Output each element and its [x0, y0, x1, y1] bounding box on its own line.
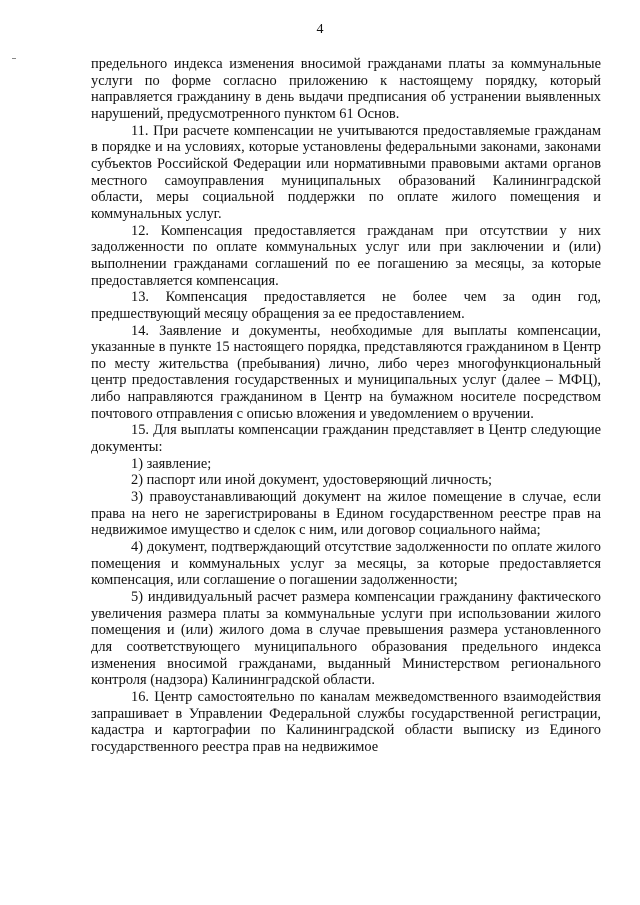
paragraph-13: 13. Компенсация предоставляется не более чем за один год, предшествующий месяцу обращения за ее предоставлением.: [91, 289, 601, 322]
paragraph-11: 11. При расчете компенсации не учитываются предоставляемые гражданам в порядке и на условиях, которые установлены федеральными законами, законами субъектов Российской Федерации или нормативными правовыми актами органов местного самоуправления муниципальных образований Калининградской области, меры социальной поддержки по оплате жилого помещения и коммунальных услуг.: [91, 122, 601, 222]
list-item-15-2: 2) паспорт или иной документ, удостоверяющий личность;: [131, 472, 493, 489]
paragraph-12: 12. Компенсация предоставляется гражданам при отсутствии у них задолженности по оплате коммунальных услуг или при заключении и (или) выполнении гражданами соглашений по ее погашению за месяцы, за которые предоставляется компенсация.: [91, 222, 601, 289]
scan-mark: [12, 58, 16, 59]
list-item-15-5: 5) индивидуальный расчет размера компенсации гражданину фактического увеличения размера платы за коммунальные услуги при использовании жилого помещения и (или) жилого дома в случае превышения размера установленного для соответствующего муниципального образования предельного индекса изменения вносимой гражданами, выданный Министерством регионального контроля (надзора) Калининградской области.: [91, 589, 601, 689]
paragraph-15: 15. Для выплаты компенсации гражданин представляет в Центр следующие документы:: [91, 422, 601, 456]
list-item-15-4: 4) документ, подтверждающий отсутствие задолженности по оплате жилого помещения и коммунальных услуг за месяцы, за которые предоставляется компенсация, или соглашение о погашении задолженности;: [91, 539, 601, 589]
paragraph-continuation: предельного индекса изменения вносимой гражданами платы за коммунальные услуги по форме согласно приложению к настоящему порядку, который направляется гражданину в день выдачи предписания об устранении выявленных нарушений, предусмотренного пунктом 61 Основ.: [91, 56, 601, 122]
list-item-15-1: 1) заявление;: [131, 455, 212, 472]
page-number: 4: [316, 22, 324, 37]
paragraph-16: 16. Центр самостоятельно по каналам межведомственного взаимодействия запрашивает в Управлении Федеральной службы государственной регистрации, кадастра и картографии по Калининградской области выписку из Единого государственного реестра прав на недвижимое: [91, 688, 601, 755]
paragraph-14: 14. Заявление и документы, необходимые для выплаты компенсации, указанные в пункте 15 настоящего порядка, представляются гражданином в Центр по месту жительства (пребывания) лично, либо через многофункциональный центр предоставления государственных и муниципальных услуг (далее – МФЦ), либо направляются гражданином в Центр на бумажном носителе посредством почтового отправления с описью вложения и уведомлением о вручении.: [91, 322, 601, 422]
document-body: [91, 56, 601, 756]
list-item-15-3: 3) правоустанавливающий документ на жилое помещение в случае, если права на него не зарегистрированы в Едином государственном реестре прав на недвижимое имущество и сделок с ним, или договор социального найма;: [91, 489, 601, 539]
